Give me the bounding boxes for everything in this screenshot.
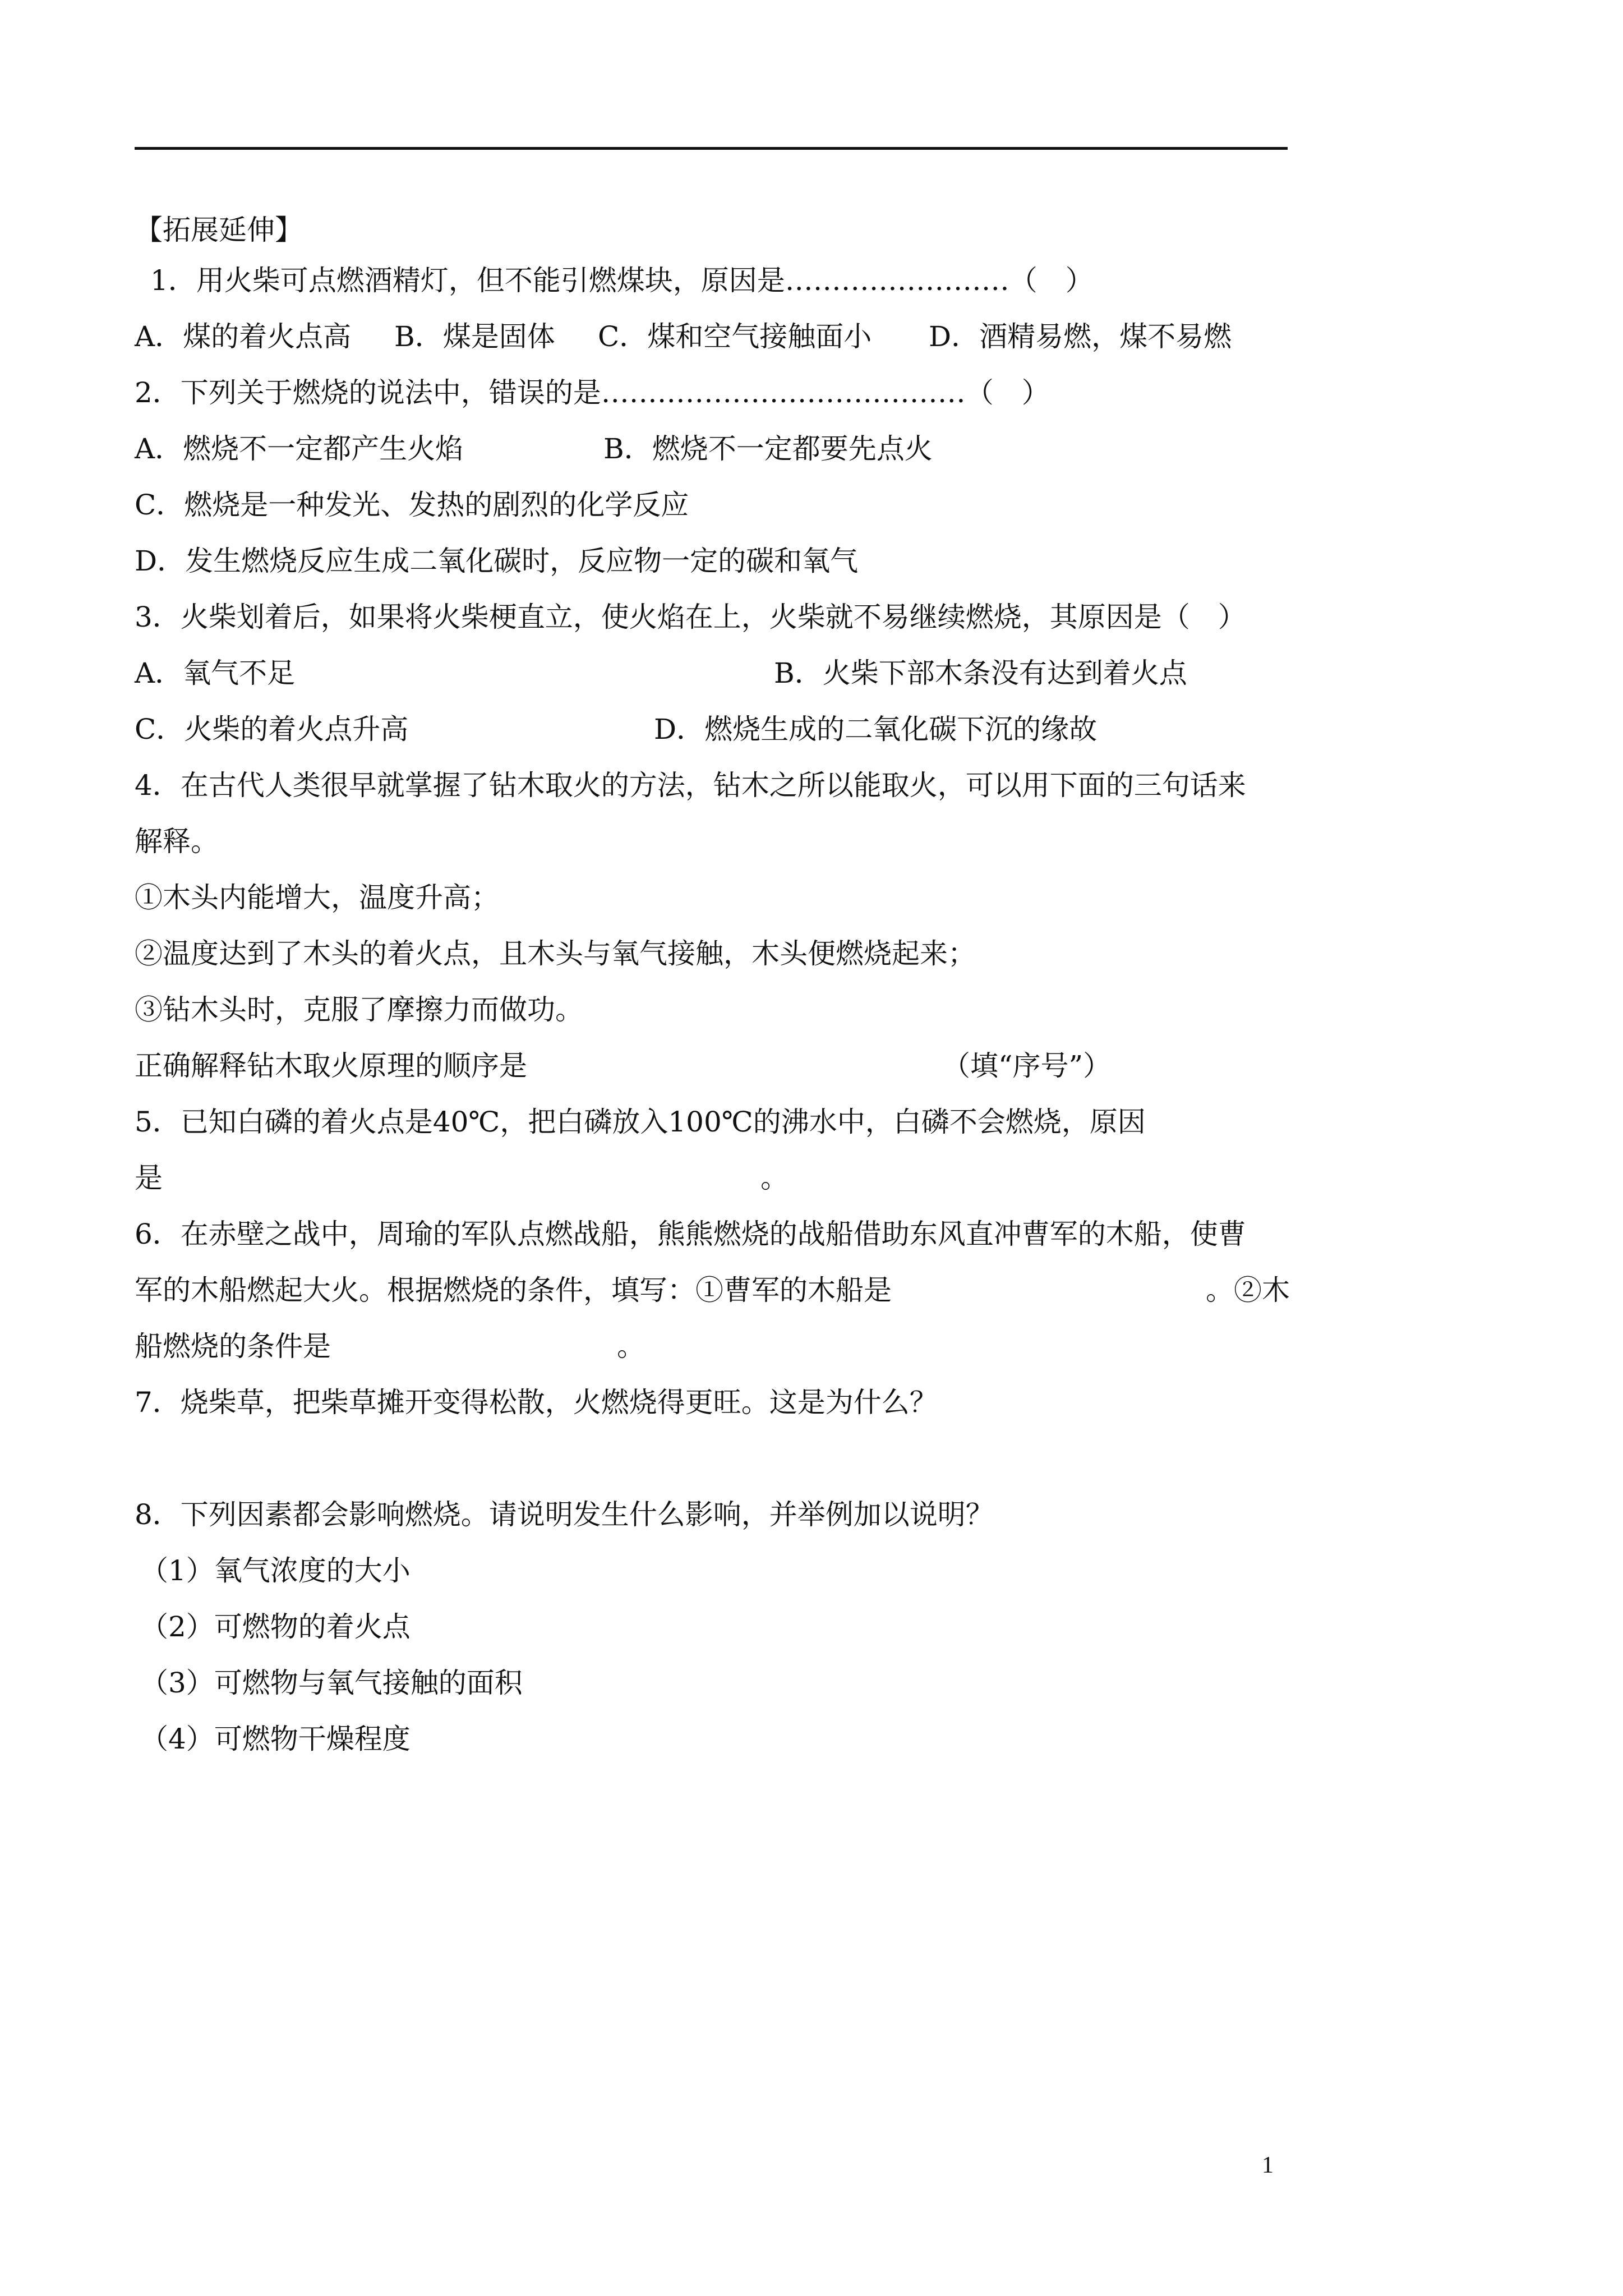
page-number: 1 <box>1262 2152 1274 2178</box>
q2-option-b: B．燃烧不一定都要先点火 <box>603 432 933 465</box>
q3-option-a: A．氧气不足 <box>135 657 296 689</box>
q8-item-3: （3）可燃物与氧气接触的面积 <box>140 1667 523 1699</box>
q4-statement-2: ②温度达到了木头的着火点，且木头与氧气接触，木头便燃烧起来； <box>135 937 976 970</box>
q4-answer-prompt: 正确解释钻木取火原理的顺序是 <box>135 1050 527 1082</box>
question-8-stem: 8．下列因素都会影响燃烧。请说明发生什么影响，并举例加以说明？ <box>135 1498 994 1531</box>
question-5-line1: 5．已知白磷的着火点是40℃，把白磷放入100℃的沸水中，白磷不会燃烧，原因 <box>135 1106 1146 1138</box>
question-1-stem: 1．用火柴可点燃酒精灯，但不能引燃煤块，原因是……………………（ ） <box>150 264 1094 297</box>
q4-statement-1: ①木头内能增大，温度升高； <box>135 881 499 914</box>
q8-item-4: （4）可燃物干燥程度 <box>140 1723 411 1755</box>
question-6-line3-end: 。 <box>617 1330 645 1363</box>
q2-option-a: A．燃烧不一定都产生火焰 <box>135 432 464 465</box>
q3-option-b: B．火柴下部木条没有达到着火点 <box>774 657 1187 689</box>
q1-option-b: B．煤是固体 <box>394 320 555 353</box>
question-2-stem: 2．下列关于燃烧的说法中，错误的是…………………………………（ ） <box>135 376 1050 409</box>
q3-option-d: D．燃烧生成的二氧化碳下沉的缘故 <box>654 713 1098 746</box>
q3-option-c: C．火柴的着火点升高 <box>135 713 409 746</box>
section-title: 【拓展延伸】 <box>135 214 303 246</box>
q8-item-1: （1）氧气浓度的大小 <box>140 1554 411 1587</box>
q1-option-a: A．煤的着火点高 <box>135 320 352 353</box>
question-6-line2-end: 。②木 <box>1206 1274 1290 1306</box>
q4-statement-3: ③钻木头时，克服了摩擦力而做功。 <box>135 993 583 1026</box>
question-6-line1: 6．在赤壁之战中，周瑜的军队点燃战船，熊熊燃烧的战船借助东风直冲曹军的木船，使曹 <box>135 1218 1246 1250</box>
q1-option-c: C．煤和空气接触面小 <box>598 320 872 353</box>
question-7-stem: 7．烧柴草，把柴草摊开变得松散，火燃烧得更旺。这是为什么？ <box>135 1386 938 1419</box>
q8-item-2: （2）可燃物的着火点 <box>140 1611 411 1643</box>
q1-option-d: D．酒精易燃，煤不易燃 <box>929 320 1232 353</box>
question-4-stem-line1: 4．在古代人类很早就掌握了钻木取火的方法，钻木之所以能取火，可以用下面的三句话来 <box>135 769 1246 802</box>
header-rule <box>135 147 1288 150</box>
question-5-line2-end: 。 <box>760 1162 789 1194</box>
question-3-stem: 3．火柴划着后，如果将火柴梗直立，使火焰在上，火柴就不易继续燃烧，其原因是（ ） <box>135 601 1246 633</box>
question-5-line2-start: 是 <box>135 1162 163 1194</box>
q4-answer-hint: （填“序号”） <box>942 1050 1112 1082</box>
question-6-line3-start: 船燃烧的条件是 <box>135 1330 331 1363</box>
question-6-line2-start: 军的木船燃起大火。根据燃烧的条件，填写：①曹军的木船是 <box>135 1274 892 1306</box>
question-4-stem-line2: 解释。 <box>135 825 219 858</box>
q2-option-c: C．燃烧是一种发光、发热的剧烈的化学反应 <box>135 489 689 521</box>
q2-option-d: D．发生燃烧反应生成二氧化碳时，反应物一定的碳和氧气 <box>135 545 859 577</box>
